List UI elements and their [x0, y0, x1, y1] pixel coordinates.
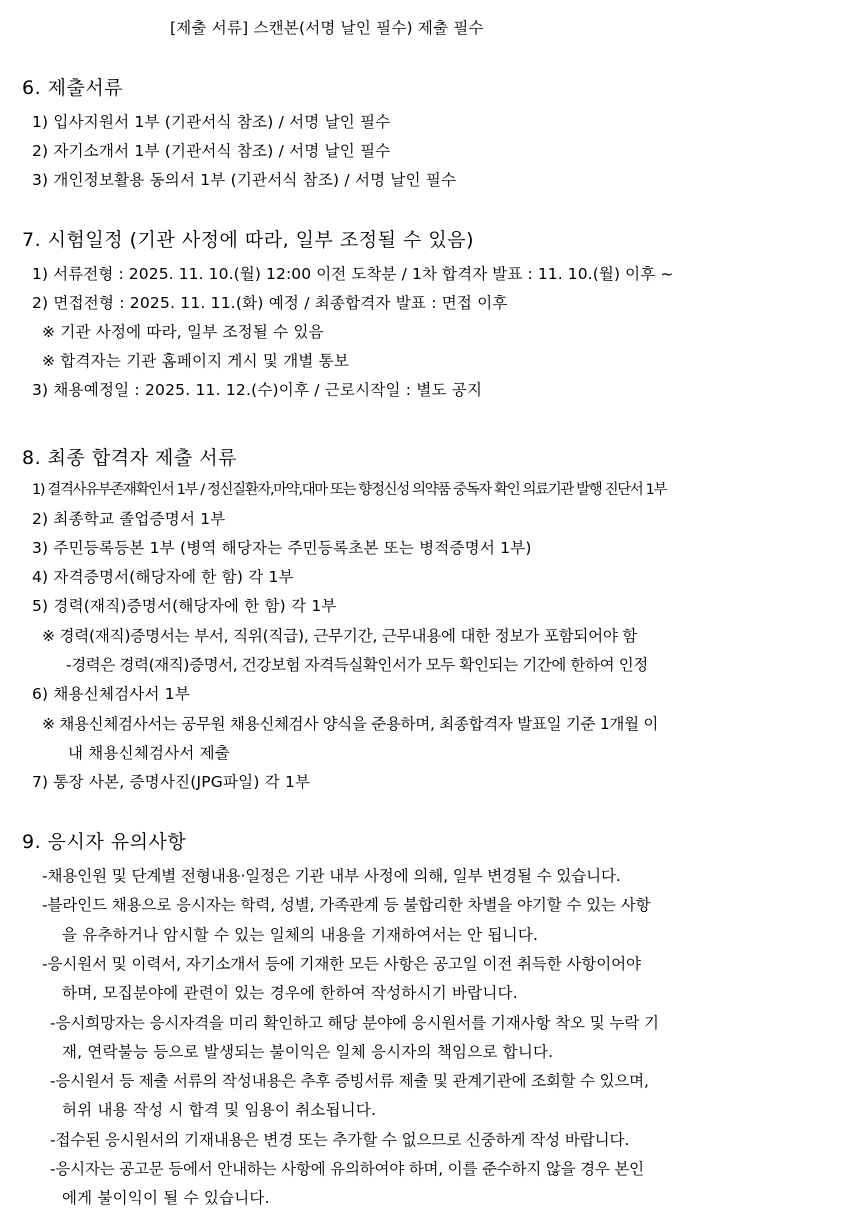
section-6-heading: 6. 제출서류	[22, 77, 124, 99]
notice-line: -블라인드 채용으로 응시자는 학력, 성별, 가족관계 등 불합리한 차별을 야기할 수 있는 사항	[42, 896, 651, 914]
section-8-heading: 8. 최종 합격자 제출 서류	[22, 447, 237, 469]
notice-line: 하며, 모집분야에 관련이 있는 경우에 한하여 작성하시기 바랍니다.	[62, 984, 518, 1002]
section-8-note: ※ 경력(재직)증명서는 부서, 직위(직급), 근무기간, 근무내용에 대한 정보가 포함되어야 함	[42, 627, 638, 645]
notice-line: -응시희망자는 응시자격을 미리 확인하고 해당 분야에 응시원서를 기재사항 착오 및 누락 기	[50, 1014, 659, 1032]
section-7-item: 3) 채용예정일 : 2025. 11. 12.(수)이후 / 근로시작일 : 별도 공지	[32, 381, 483, 399]
section-7-note: ※ 기관 사정에 따라, 일부 조정될 수 있음	[42, 323, 324, 341]
notice-line: 허위 내용 작성 시 합격 및 임용이 취소됩니다.	[62, 1101, 377, 1119]
section-6-item: 1) 입사지원서 1부 (기관서식 참조) / 서명 날인 필수	[32, 113, 391, 131]
section-6-item: 2) 자기소개서 1부 (기관서식 참조) / 서명 날인 필수	[32, 142, 391, 160]
section-6-item: 3) 개인정보활용 동의서 1부 (기관서식 참조) / 서명 날인 필수	[32, 171, 457, 189]
section-8-item: 3) 주민등록등본 1부 (병역 해당자는 주민등록초본 또는 병적증명서 1부)	[32, 539, 532, 557]
submission-note: [제출 서류] 스캔본(서명 날인 필수) 제출 필수	[170, 19, 484, 37]
section-9-heading: 9. 응시자 유의사항	[22, 831, 187, 853]
notice-line: -채용인원 및 단계별 전형내용·일정은 기관 내부 사정에 의해, 일부 변경될 수 있습니다.	[42, 867, 621, 885]
section-8-item: 1) 결격사유부존재확인서 1부 / 정신질환자,마약,대마 또는 향정신성 의약품 중독자 확인 의료기관 발행 진단서 1부	[32, 482, 667, 498]
notice-line: 에게 불이익이 될 수 있습니다.	[62, 1189, 270, 1207]
section-8-item: 5) 경력(재직)증명서(해당자에 한 함) 각 1부	[32, 597, 337, 615]
notice-line: -응시자는 공고문 등에서 안내하는 사항에 유의하여야 하며, 이를 준수하지 않을 경우 본인	[50, 1160, 644, 1178]
notice-line: 재, 연락불능 등으로 발생되는 불이익은 일체 응시자의 책임으로 합니다.	[62, 1043, 554, 1061]
section-8-note: ※ 채용신체검사서는 공무원 채용신체검사 양식을 준용하며, 최종합격자 발표일 기준 1개월 이	[42, 715, 659, 733]
section-7-item: 1) 서류전형 : 2025. 11. 10.(월) 12:00 이전 도착분 / 1차 합격자 발표 : 11. 10.(월) 이후 ~	[32, 265, 674, 283]
notice-line: -응시원서 및 이력서, 자기소개서 등에 기재한 모든 사항은 공고일 이전 취득한 사항이어야	[42, 955, 641, 973]
section-8-item: 4) 자격증명서(해당자에 한 함) 각 1부	[32, 568, 294, 586]
section-8-note: -경력은 경력(재직)증명서, 건강보험 자격득실확인서가 모두 확인되는 기간에 한하여 인정	[66, 656, 648, 674]
section-8-item: 6) 채용신체검사서 1부	[32, 685, 191, 703]
section-8-item: 7) 통장 사본, 증명사진(JPG파일) 각 1부	[32, 773, 311, 791]
section-7-item: 2) 면접전형 : 2025. 11. 11.(화) 예정 / 최종합격자 발표 : 면접 이후	[32, 294, 508, 312]
section-7-note: ※ 합격자는 기관 홈페이지 게시 및 개별 통보	[42, 352, 350, 370]
notice-line: -접수된 응시원서의 기재내용은 변경 또는 추가할 수 없으므로 신중하게 작성 바랍니다.	[50, 1131, 630, 1149]
section-8-note: 내 채용신체검사서 제출	[68, 744, 230, 762]
notice-line: 을 유추하거나 암시할 수 있는 일체의 내용을 기재하여서는 안 됩니다.	[62, 926, 539, 944]
section-8-item: 2) 최종학교 졸업증명서 1부	[32, 510, 226, 528]
notice-line: -응시원서 등 제출 서류의 작성내용은 추후 증빙서류 제출 및 관계기관에 조회할 수 있으며,	[50, 1072, 649, 1090]
section-7-heading: 7. 시험일정 (기관 사정에 따라, 일부 조정될 수 있음)	[22, 229, 475, 251]
